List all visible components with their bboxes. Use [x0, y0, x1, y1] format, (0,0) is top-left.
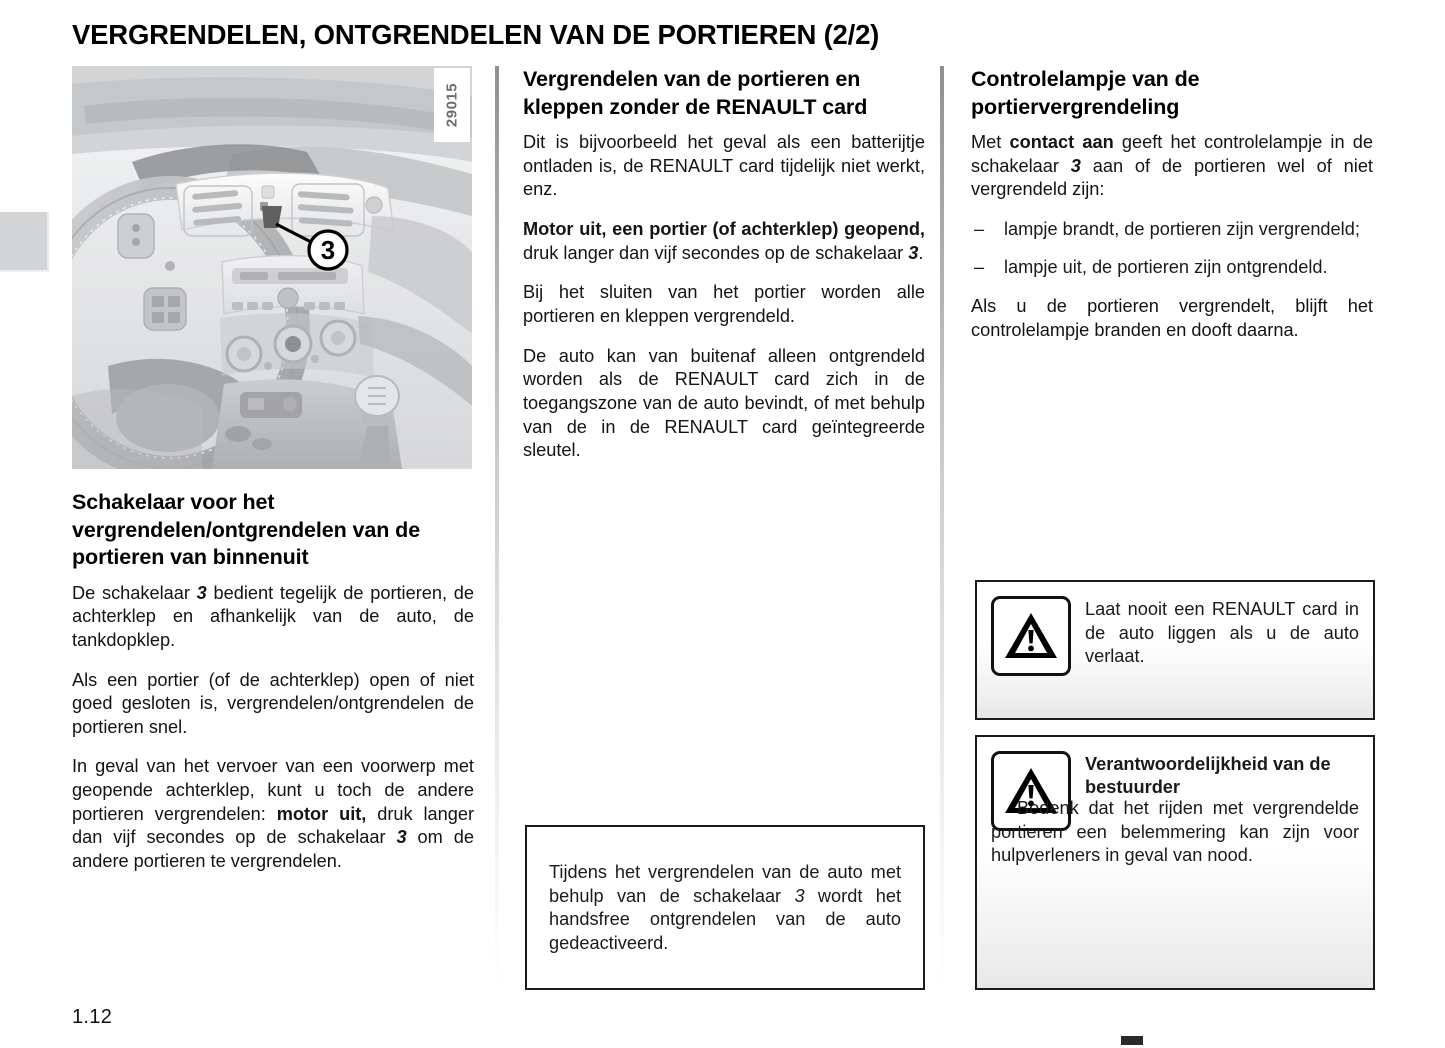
- list-dash-marker: –: [974, 256, 985, 277]
- warning-1-text: Laat nooit een RENAULT card in de auto liggen als u de auto verlaat.: [1085, 599, 1359, 667]
- registration-mark: [1120, 1035, 1144, 1046]
- page-number: 1.12: [72, 1006, 113, 1028]
- indicator-state-list: [971, 218, 1373, 279]
- left-paragraph-3: In geval van het vervoer van een voorwerp met geopende achterklep, kunt u toch de andere portieren vergrendelen: motor uit, druk langer dan vijf secondes op de schakelaar 3 om de andere portieren te vergrendelen.: [72, 756, 474, 872]
- column-divider-left: [495, 66, 499, 991]
- list-item-label: lampje brandt, de portieren zijn vergrendeld;: [1004, 219, 1360, 239]
- middle-note-text: Tijdens het vergrendelen van de auto met behulp van de schakelaar 3 wordt het handsfree ontgrendelen van de auto gedeactiveerd.: [549, 862, 901, 953]
- list-item-label: lampje uit, de portieren zijn ontgrendeld.: [1004, 256, 1328, 277]
- right-closing-paragraph: Als u de portieren vergrendelt, blijft het controlelampje branden en dooft daarna.: [971, 296, 1373, 340]
- warning-2-title: Verantwoordelijkheid van de bestuurder: [1085, 754, 1331, 798]
- list-item: [971, 218, 1373, 242]
- middle-paragraph-1: Dit is bijvoorbeeld het geval als een batterijtje ontladen is, de RENAULT card tijdelijk niet werkt, enz.: [523, 132, 925, 200]
- warning-box-renault-card: [975, 580, 1375, 720]
- left-paragraph-2: Als een portier (of de achterklep) open of niet goed gesloten is, vergrendelen/ontgrendelen de portieren snel.: [72, 669, 474, 737]
- column-divider-right: [940, 66, 944, 991]
- figure-callout: [72, 66, 472, 469]
- middle-paragraph-4: De auto kan van buitenaf alleen ontgrendeld worden als de RENAULT card zich in de toegangszone van de auto bevindt, of met behulp van de in de RENAULT card geïntegreerde sleutel.: [523, 345, 925, 461]
- middle-paragraph-3: Bij het sluiten van het portier worden alle portieren en kleppen vergrendeld.: [523, 282, 925, 326]
- right-intro-paragraph: Met contact aan geeft het controlelampje in de schakelaar 3 aan of de portieren wel of niet vergrendeld zijn:: [971, 132, 1373, 200]
- figure-id-label: [434, 68, 470, 142]
- chapter-tab-marker: [0, 212, 49, 272]
- right-column-heading: Controlelampje van de portiervergrendeling: [971, 67, 1200, 119]
- dashboard-figure: [72, 66, 472, 469]
- middle-column-heading: Vergrendelen van de portieren en kleppen zonder de RENAULT card: [523, 67, 868, 119]
- warning-2-text: Bedenk dat het rijden met vergrendelde portieren een belemmering kan zijn voor hulpverleners in geval van nood.: [991, 798, 1359, 866]
- right-column: [971, 66, 1373, 343]
- middle-paragraph-2: Motor uit, een portier (of achterklep) geopend, druk langer dan vijf secondes op de schakelaar 3.: [523, 219, 925, 263]
- middle-note-box: [525, 825, 925, 990]
- list-dash-marker: –: [974, 219, 985, 239]
- warning-triangle-icon: [991, 596, 1071, 676]
- middle-column: [523, 66, 925, 463]
- dashboard-photo: [72, 66, 472, 469]
- list-item: [971, 256, 1373, 280]
- left-column: [72, 66, 474, 874]
- callout-number: 3: [320, 235, 336, 265]
- warning-triangle-glyph: [1003, 610, 1059, 662]
- page-title: VERGRENDELEN, ONTGRENDELEN VAN DE PORTIEREN (2/2): [72, 19, 880, 50]
- left-paragraph-1: De schakelaar 3 bedient tegelijk de portieren, de achterklep en afhankelijk van de auto, de tankdopklep.: [72, 582, 475, 650]
- figure-id-text: 29015: [443, 82, 461, 128]
- left-column-heading: Schakelaar voor het vergrendelen/ontgrendelen van de portieren van binnenuit: [72, 490, 421, 570]
- warning-box-driver-responsibility: [975, 735, 1375, 990]
